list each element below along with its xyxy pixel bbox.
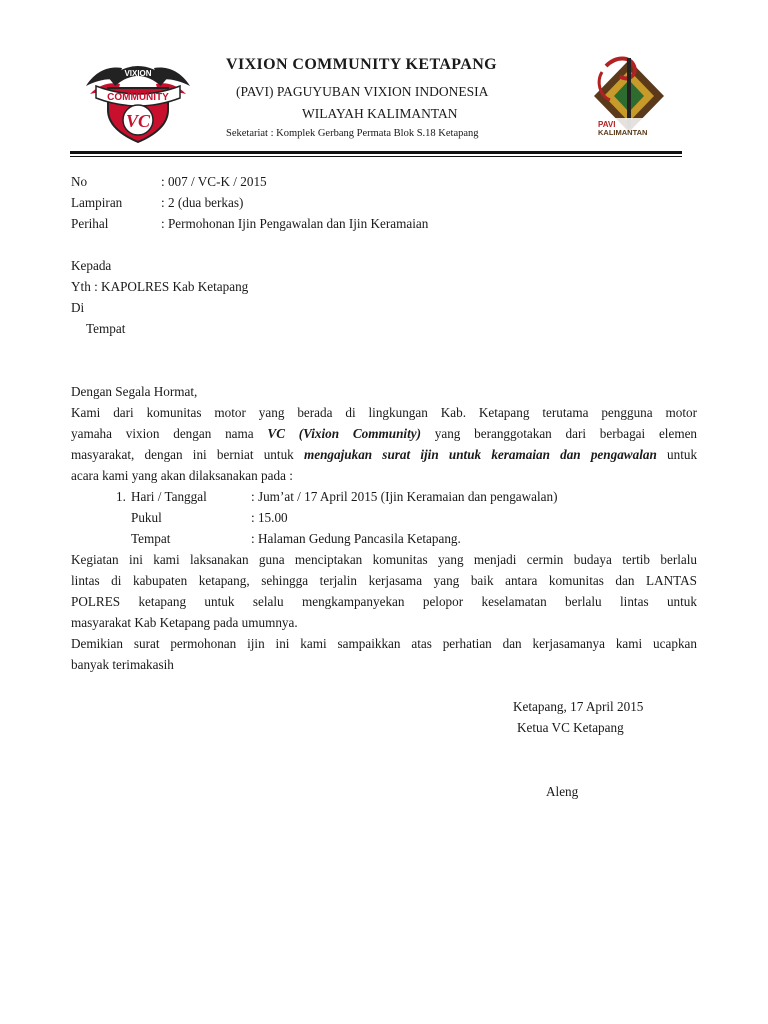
event-item-number: 1. — [116, 489, 126, 504]
recipient-tempat: Tempat — [86, 321, 126, 336]
logo-top-text: VIXION — [124, 69, 152, 78]
recipient-di: Di — [71, 300, 85, 315]
request-emphasis: mengajukan surat ijin untuk keramaian dan pengawalan — [303, 447, 657, 462]
org-title: VIXION COMMUNITY KETAPANG — [226, 56, 498, 73]
event-pukul-value: : 15.00 — [251, 510, 288, 525]
lampiran-label: Lampiran — [71, 195, 123, 210]
salutation: Dengan Segala Hormat, — [71, 384, 198, 399]
pavi-kalimantan-logo — [586, 52, 672, 140]
no-value: : 007 / VC-K / 2015 — [161, 174, 267, 189]
signature-name: Aleng — [546, 784, 579, 799]
paragraph-1-line-2: yamaha vixion dengan nama VC (Vixion Community) yang beranggotakan dari berbagai elemen — [71, 426, 698, 441]
header-rule-thick — [70, 151, 682, 154]
lampiran-value: : 2 (dua berkas) — [161, 195, 244, 210]
community-name: VC (Vixion Community) — [267, 426, 421, 441]
paragraph-2-line-4: masyarakat Kab Ketapang pada umumnya. — [71, 615, 298, 630]
event-hari-value: : Jum’at / 17 April 2015 (Ijin Keramaian dan pengawalan) — [251, 489, 558, 504]
paragraph-3-line-1: Demikian surat permohonan ijin ini kami sampaikkan atas perhatian dan kerjasamanya kami ucapkan — [71, 636, 697, 651]
paragraph-2-line-1: Kegiatan ini kami laksanakan guna menciptakan komunitas yang menjadi cermin budaya tertib berlalu — [71, 552, 697, 567]
secretariat-address: Seketariat : Komplek Gerbang Permata Blok S.18 Ketapang — [226, 128, 479, 139]
perihal-label: Perihal — [71, 216, 109, 231]
no-label: No — [71, 174, 88, 189]
logo-monogram: VC — [125, 111, 151, 131]
pavi-logo-line1: PAVI — [598, 120, 616, 129]
paragraph-2-line-3: POLRES ketapang untuk selalu mengkampanyekan pelopor keselamatan berlalu lintas untuk — [71, 594, 697, 609]
logo-banner-text: COMMUNITY — [107, 92, 169, 103]
vixion-community-logo — [82, 58, 194, 144]
paragraph-1-line-1: Kami dari komunitas motor yang berada di lingkungan Kab. Ketapang terutama pengguna motor — [71, 405, 697, 420]
event-tempat-value: : Halaman Gedung Pancasila Ketapang. — [251, 531, 461, 546]
pavi-logo-line2: KALIMANTAN — [598, 128, 648, 137]
paragraph-1-line-4: acara kami yang akan dilaksanakan pada : — [71, 468, 293, 483]
signature-place-date: Ketapang, 17 April 2015 — [513, 699, 644, 714]
org-parent: (PAVI) PAGUYUBAN VIXION INDONESIA — [236, 84, 489, 99]
header-rule-thin — [70, 156, 682, 157]
recipient-yth: Yth : KAPOLRES Kab Ketapang — [71, 279, 249, 294]
event-hari-label: Hari / Tanggal — [131, 489, 207, 504]
event-pukul-label: Pukul — [131, 510, 162, 525]
signature-role: Ketua VC Ketapang — [517, 720, 624, 735]
paragraph-1-line-3: masyarakat, dengan ini berniat untuk mengajukan surat ijin untuk keramaian dan pengawalan untuk — [71, 447, 698, 462]
event-tempat-label: Tempat — [131, 531, 171, 546]
org-region: WILAYAH KALIMANTAN — [302, 106, 458, 121]
recipient-kepada: Kepada — [71, 258, 112, 273]
paragraph-3-line-2: banyak terimakasih — [71, 657, 174, 672]
perihal-value: : Permohonan Ijin Pengawalan dan Ijin Keramaian — [161, 216, 429, 231]
paragraph-2-line-2: lintas di kabupaten ketapang, sehingga terjalin kerjasama yang baik antara komunitas dan LANTAS — [71, 573, 697, 588]
